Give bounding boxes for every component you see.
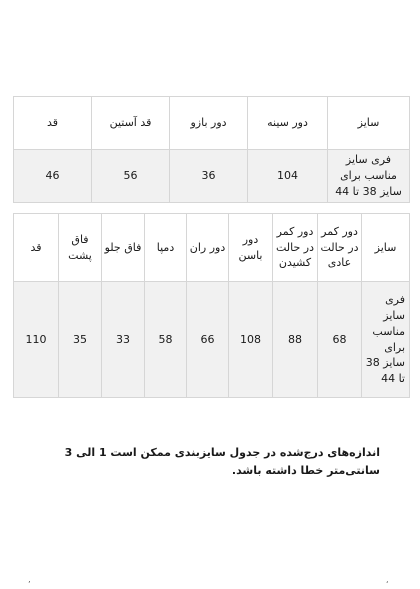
cell-arm: 36 <box>170 150 248 203</box>
top-table-header-row <box>14 97 410 150</box>
cell-chest: 104 <box>248 150 328 203</box>
cell-size: فری سایز مناسب برای سایز 38 تا 44 <box>362 282 410 398</box>
corner-tick-left: ’ <box>28 580 31 589</box>
header-sleeve-length: قد آستین <box>92 97 170 150</box>
cell-waist-stretched: 88 <box>273 282 318 398</box>
header-size: سایز <box>328 97 410 150</box>
header-chest: دور سینه <box>248 97 328 150</box>
header-waist-stretched: دور کمر در حالت کشیدن <box>273 214 318 282</box>
cell-hip: 108 <box>229 282 273 398</box>
cell-waist-normal: 68 <box>318 282 362 398</box>
top-table-data-row <box>14 150 410 203</box>
header-hem: دمپا <box>145 214 187 282</box>
bottom-size-table <box>13 213 410 398</box>
cell-hem: 58 <box>145 282 187 398</box>
cell-length: 110 <box>14 282 59 398</box>
cell-size: فری سایز مناسب برای سایز 38 تا 44 <box>328 150 410 203</box>
header-waist-normal: دور کمر در حالت عادی <box>318 214 362 282</box>
cell-back-rise: 35 <box>59 282 102 398</box>
bottom-table-data-row <box>14 282 410 398</box>
bottom-table-header-row <box>14 214 410 282</box>
header-size: سایز <box>362 214 410 282</box>
header-length: قد <box>14 97 92 150</box>
header-front-rise: فاق جلو <box>102 214 145 282</box>
cell-length: 46 <box>14 150 92 203</box>
header-thigh: دور ران <box>187 214 229 282</box>
cell-sleeve-length: 56 <box>92 150 170 203</box>
top-size-table <box>13 96 410 203</box>
header-length: قد <box>14 214 59 282</box>
header-hip: دور باسن <box>229 214 273 282</box>
corner-tick-right: ‘ <box>386 580 389 589</box>
header-back-rise: فاق پشت <box>59 214 102 282</box>
cell-front-rise: 33 <box>102 282 145 398</box>
measurement-disclaimer: اندازه‌های درج‌شده در جدول سایزبندی ممکن است 1 الی 3 سانتی‌متر خطا داشته باشد. <box>64 446 380 477</box>
header-arm: دور بازو <box>170 97 248 150</box>
cell-thigh: 66 <box>187 282 229 398</box>
